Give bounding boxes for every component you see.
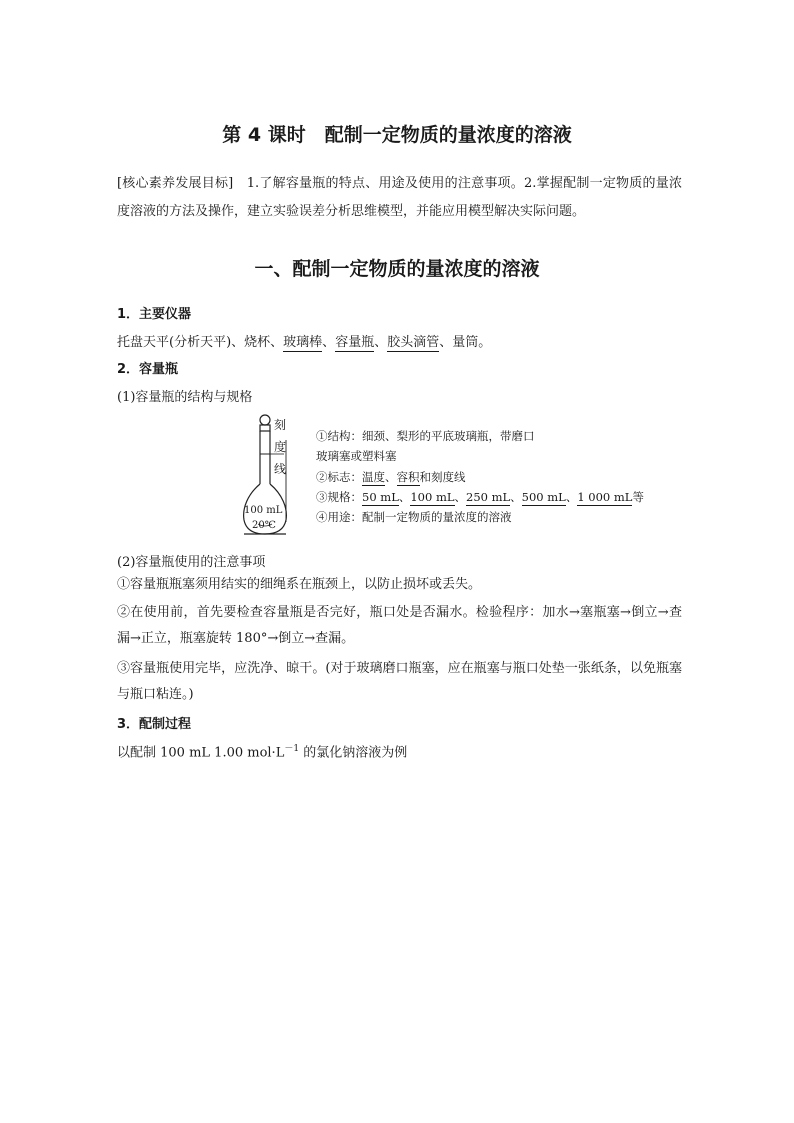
note-1: ①容量瓶瓶塞须用结实的细绳系在瓶颈上，以防止损坏或丢失。 (117, 577, 482, 592)
answer-temperature: 温度 (362, 470, 385, 484)
answer-spec-100: 100 mL (410, 490, 455, 504)
example-line: 以配制 100 mL 1.00 $mol\cdot L^{-1}$ 的氯化钠溶液为例 (117, 744, 408, 761)
note-2: ②在使用前，首先要检查容量瓶是否完好，瓶口处是否漏水。检验程序：加水→塞瓶塞→倒立→查漏→正立，瓶塞旋转 180°→倒立→查漏。 (117, 605, 682, 646)
figure-marks-line: ②标志：温度、容积和刻度线 (316, 470, 466, 484)
figure-usage-line: ④用途：配制一定物质的量浓度的溶液 (316, 510, 512, 524)
answer-dropper: 胶头滴管 (387, 335, 440, 350)
item1-heading: 1．主要仪器 (117, 307, 192, 322)
core-goals-label: [核心素养发展目标] (117, 176, 234, 191)
answer-spec-50: 50 mL (362, 490, 399, 504)
item2-sub2: (2)容量瓶使用的注意事项 (117, 555, 266, 570)
lesson-title: 第 4 课时 配制一定物质的量浓度的溶液 (222, 124, 572, 146)
item2-sub1: (1)容量瓶的结构与规格 (117, 390, 253, 405)
flask-temperature-label: 20℃ (252, 520, 276, 531)
scale-label-char1: 刻 (274, 418, 287, 432)
scale-label-char3: 线 (274, 462, 287, 476)
item3-heading: 3．配制过程 (117, 717, 192, 732)
flask-capacity-label: 100 mL (244, 505, 283, 516)
figure-specs-line: ③规格：50 mL、100 mL、250 mL、500 mL、1 000 mL等 (316, 490, 644, 504)
instruments-line: 托盘天平(分析天平)、烧杯、玻璃棒、容量瓶、胶头滴管、量筒。 (117, 335, 492, 350)
answer-volume: 容积 (396, 470, 420, 484)
core-goals-paragraph (117, 170, 682, 226)
answer-spec-250: 250 mL (466, 490, 511, 504)
note-3: ③容量瓶使用完毕，应洗净、晾干。(对于玻璃磨口瓶塞，应在瓶塞与瓶口处垫一张纸条，以免瓶塞与瓶口粘连。) (117, 661, 682, 702)
answer-spec-1000: 1 000 mL (577, 490, 633, 504)
item2-heading: 2．容量瓶 (117, 362, 179, 377)
answer-spec-500: 500 mL (521, 490, 566, 504)
core-goals-text: 1.了解容量瓶的特点、用途及使用的注意事项。2.掌握配制一定物质的量浓度溶液的方法及操作，建立实验误差分析思维模型，并能应用模型解决实际问题。 (117, 176, 682, 219)
volumetric-flask-figure (238, 412, 644, 542)
scale-label-char2: 度 (274, 440, 287, 454)
answer-glass-rod: 玻璃棒 (283, 335, 323, 350)
figure-structure-line: ①结构：细颈、梨形的平底玻璃瓶，带磨口 (316, 429, 535, 443)
figure-structure-line2: 玻璃塞或塑料塞 (316, 449, 397, 463)
answer-volumetric-flask: 容量瓶 (335, 335, 375, 350)
section-title: 一、配制一定物质的量浓度的溶液 (254, 258, 540, 280)
